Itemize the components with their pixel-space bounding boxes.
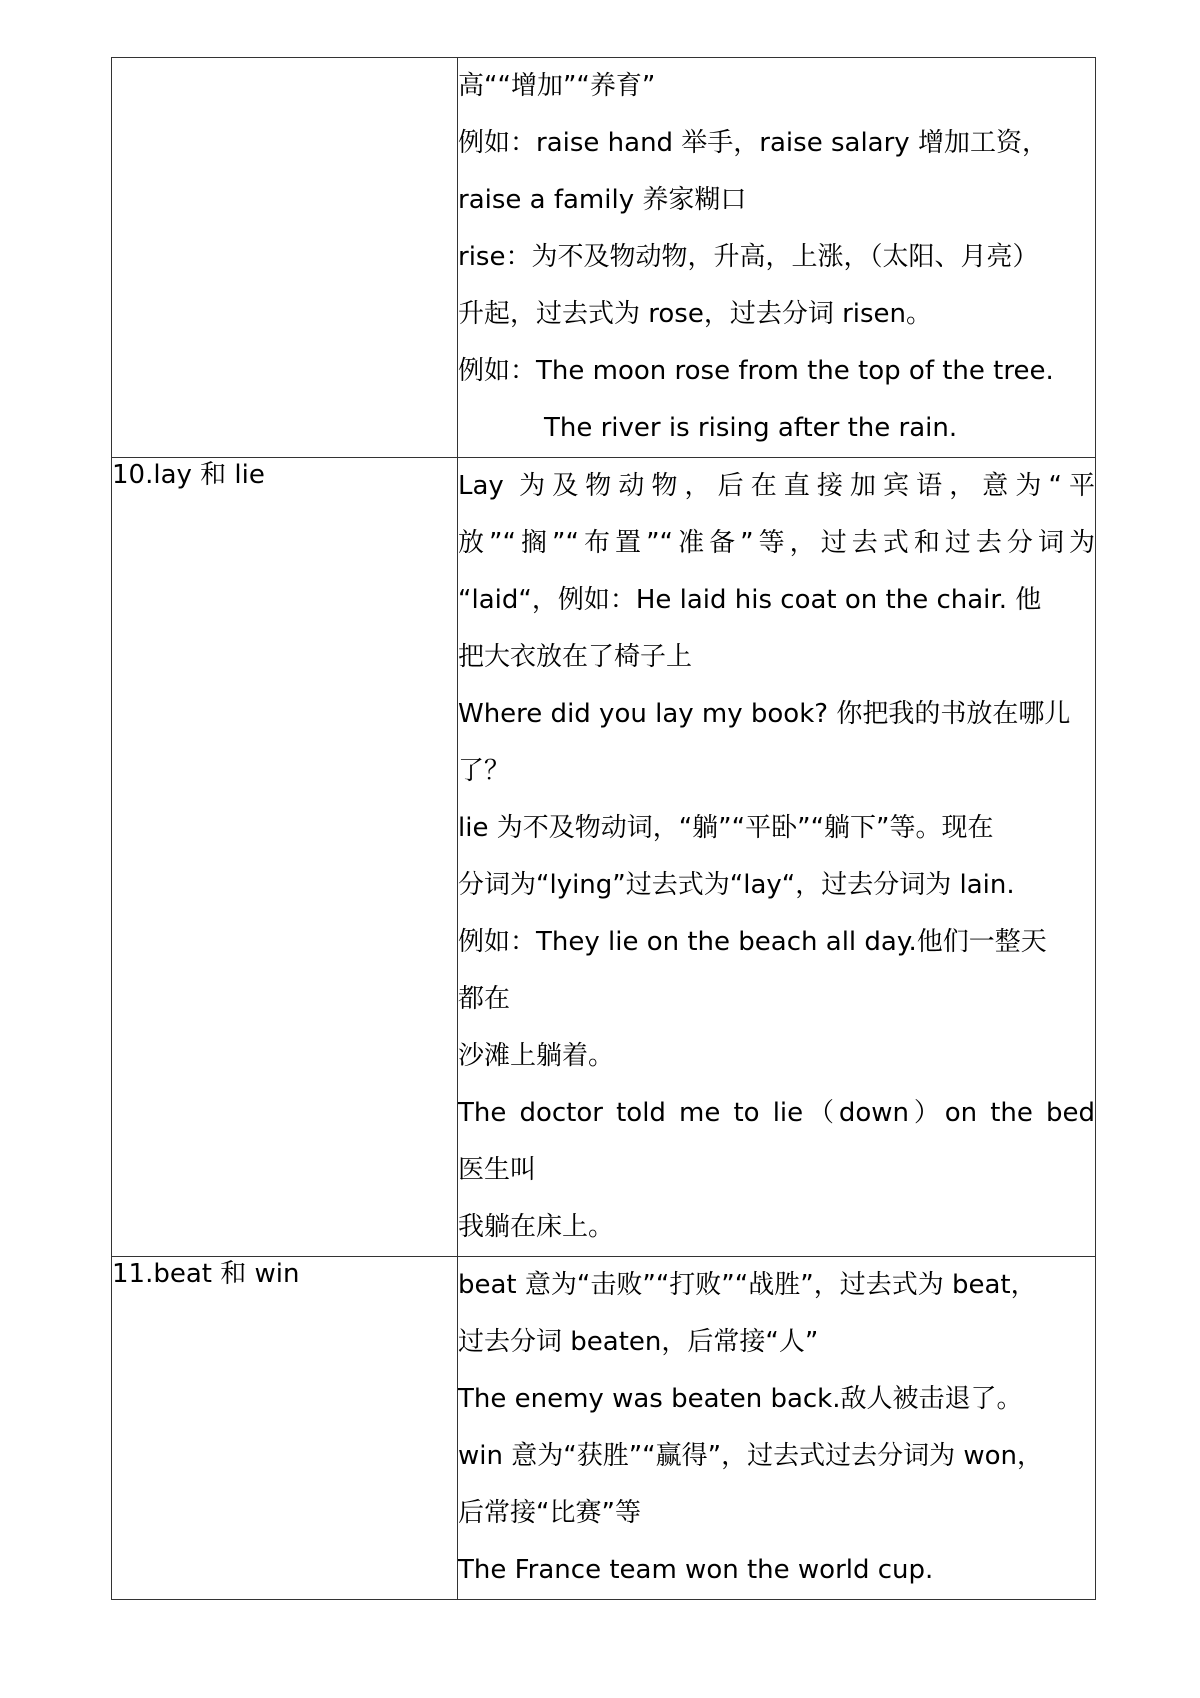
explanation-line: 过去分词 beaten，后常接“人”	[458, 1327, 819, 1357]
explanation-line: 都在	[458, 984, 511, 1014]
explanation-line: win 意为“获胜”“赢得”，过去式过去分词为 won，	[458, 1441, 1044, 1471]
explanation-line: 沙滩上躺着。	[458, 1041, 615, 1071]
explanation-cell	[458, 458, 1096, 1257]
explanation-line: Where did you lay my book? 你把我的书放在哪儿	[458, 699, 1071, 729]
explanation-line: 升起，过去式为 rose，过去分词 risen。	[458, 299, 933, 329]
explanation-line: raise a family 养家糊口	[458, 185, 747, 215]
table-row	[112, 1257, 1096, 1600]
explanation-line: 了？	[458, 756, 511, 786]
term-label: 10.lay 和 lie	[112, 460, 265, 490]
table-row	[112, 58, 1096, 458]
explanation-line: 例如：The moon rose from the top of the tree.	[458, 356, 1054, 386]
explanation-line: lie 为不及物动词，“躺”“平卧”“躺下”等。现在	[458, 813, 994, 843]
explanation-line: Lay 为及物动物，后在直接加宾语，意为“平	[458, 471, 1095, 501]
term-cell	[112, 458, 458, 1257]
explanation-line: beat 意为“击败”“打败”“战胜”，过去式为 beat，	[458, 1270, 1037, 1300]
explanation-line: The France team won the world cup.	[458, 1555, 934, 1585]
explanation-line: rise：为不及物动物，升高，上涨，（太阳、月亮）	[458, 242, 1039, 272]
explanation-line: 例如：They lie on the beach all day.他们一整天	[458, 927, 1047, 957]
explanation-line: 把大衣放在了椅子上	[458, 642, 693, 672]
term-label	[112, 58, 457, 62]
table-row	[112, 458, 1096, 1257]
explanation-line: The enemy was beaten back.敌人被击退了。	[458, 1384, 1023, 1414]
explanation-line: The doctor told me to lie（down）on the bed	[458, 1098, 1095, 1128]
explanation-line: 例如：raise hand 举手，raise salary 增加工资，	[458, 128, 1048, 158]
explanation-line: 高““增加”“养育”	[458, 71, 656, 101]
explanation-line: 后常接“比赛”等	[458, 1498, 641, 1528]
term-label: 11.beat 和 win	[112, 1259, 300, 1289]
explanation-line: 我躺在床上。	[458, 1212, 615, 1242]
term-cell	[112, 58, 458, 458]
explanation-cell	[458, 1257, 1096, 1600]
explanation-line: The river is rising after the rain.	[544, 413, 958, 443]
vocabulary-table	[111, 57, 1096, 1600]
explanation-line: 医生叫	[458, 1155, 537, 1185]
explanation-line: 分词为“lying”过去式为“lay“，过去分词为 lain.	[458, 870, 1015, 900]
explanation-line: “laid“，例如：He laid his coat on the chair. 他	[458, 585, 1042, 615]
explanation-cell	[458, 58, 1096, 458]
explanation-line: 放”“搁”“布置”“准备”等，过去式和过去分词为	[458, 528, 1095, 558]
term-cell	[112, 1257, 458, 1600]
